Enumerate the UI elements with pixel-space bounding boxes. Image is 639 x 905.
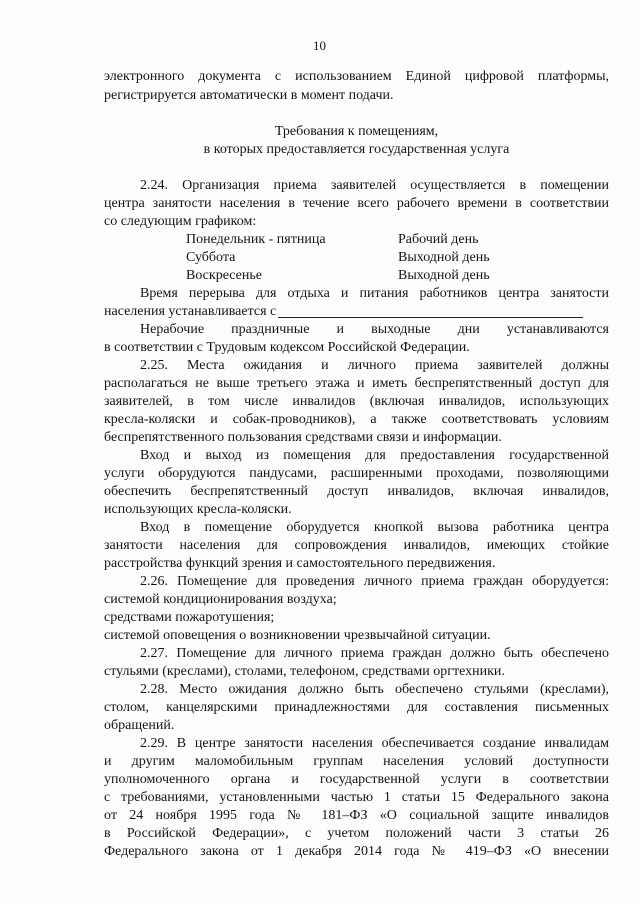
paragraph-line: Время перерыва для отдыха и питания работников центра занятости (140, 286, 609, 301)
paragraph-line: Федерального закона от 1 декабря 2014 года № 419–ФЗ «О внесении (104, 844, 609, 859)
paragraph-line: обращений. (104, 718, 175, 733)
schedule-days: Суббота (186, 250, 236, 265)
intro-line: электронного документа с использованием Единой цифровой платформы, (104, 69, 609, 84)
paragraph-line: заявителей, в том числе инвалидов (включая инвалидов, использующих (104, 394, 609, 409)
paragraph-line: располагаться не выше третьего этажа и иметь беспрепятственный доступ для (104, 376, 609, 391)
paragraph-line: беспрепятственного пользования средствами связи и информации. (104, 430, 502, 445)
paragraph-line: и другим маломобильным группам населения условий доступности (104, 754, 609, 769)
paragraph-line: обеспечить беспрепятственный доступ инвалидов, включая инвалидов, (104, 484, 609, 499)
paragraph-line: Вход и выход из помещения для предоставления государственной (140, 448, 609, 463)
list-item: системой кондиционирования воздуха; (104, 592, 337, 607)
list-item: системой оповещения о возникновении чрезвычайной ситуации. (104, 628, 491, 643)
schedule-status: Выходной день (398, 250, 490, 265)
section-title-line: в которых предоставляется государственная услуга (203, 142, 510, 157)
paragraph-line: 2.29. В центре занятости населения обеспечивается создание инвалидам (140, 736, 609, 751)
schedule-status: Рабочий день (398, 232, 479, 247)
paragraph-line: 2.24. Организация приема заявителей осуществляется в помещении (140, 178, 609, 193)
paragraph-line: в Российской Федерации», с учетом положений части 3 статьи 26 (104, 826, 609, 841)
paragraph-line: расстройства функций зрения и самостоятельного передвижения. (104, 556, 496, 571)
list-item: средствами пожаротушения; (104, 610, 275, 625)
page-number: 10 (313, 38, 326, 53)
schedule-status: Выходной день (398, 268, 490, 283)
break-time-label: населения устанавливается с (104, 304, 277, 319)
paragraph-line: занятости населения для сопровождения инвалидов, имеющих стойкие (104, 538, 609, 553)
schedule-days: Воскресенье (186, 268, 262, 283)
section-title-line: Требования к помещениям, (274, 124, 439, 139)
paragraph-line: центра занятости населения в течение всего рабочего времени в соответствии (104, 196, 609, 211)
paragraph-line: услуги оборудуются пандусами, расширенными проходами, позволяющими (104, 466, 609, 481)
paragraph-line: 2.28. Место ожидания должно быть обеспечено стульями (креслами), (140, 682, 609, 697)
paragraph-line: стульями (креслами), столами, телефоном, средствами оргтехники. (104, 664, 505, 679)
schedule-days: Понедельник - пятница (186, 232, 326, 247)
paragraph-line: 2.25. Места ожидания и личного приема заявителей должны (140, 358, 609, 373)
paragraph-line: столом, канцелярскими принадлежностями для составления письменных (104, 700, 609, 715)
paragraph-line: использующих кресла-коляски. (104, 502, 292, 517)
paragraph-line: от 24 ноября 1995 года № 181–ФЗ «О социальной защите инвалидов (104, 808, 609, 823)
break-time-blank (278, 303, 583, 318)
intro-line: регистрируется автоматически в момент подачи. (104, 88, 394, 103)
paragraph-line: в соответствии с Трудовым кодексом Российской Федерации. (104, 340, 470, 355)
paragraph-line: со следующим графиком: (104, 214, 257, 229)
paragraph-line: Нерабочие праздничные и выходные дни устанавливаются (140, 322, 609, 337)
paragraph-line: с требованиями, установленными частью 1 статьи 15 Федерального закона (104, 790, 609, 805)
paragraph-line: 2.27. Помещение для личного приема граждан должно быть обеспечено (140, 646, 609, 661)
paragraph-line: уполномоченного органа и государственной услуги в соответствии (104, 772, 609, 787)
paragraph-line (104, 303, 609, 321)
paragraph-line: кресла-коляски и собак-проводников), а также соответствовать условиям (104, 412, 609, 427)
paragraph-line: 2.26. Помещение для проведения личного приема граждан оборудуется: (140, 574, 609, 589)
paragraph-line: Вход в помещение оборудуется кнопкой вызова работника центра (140, 520, 609, 535)
